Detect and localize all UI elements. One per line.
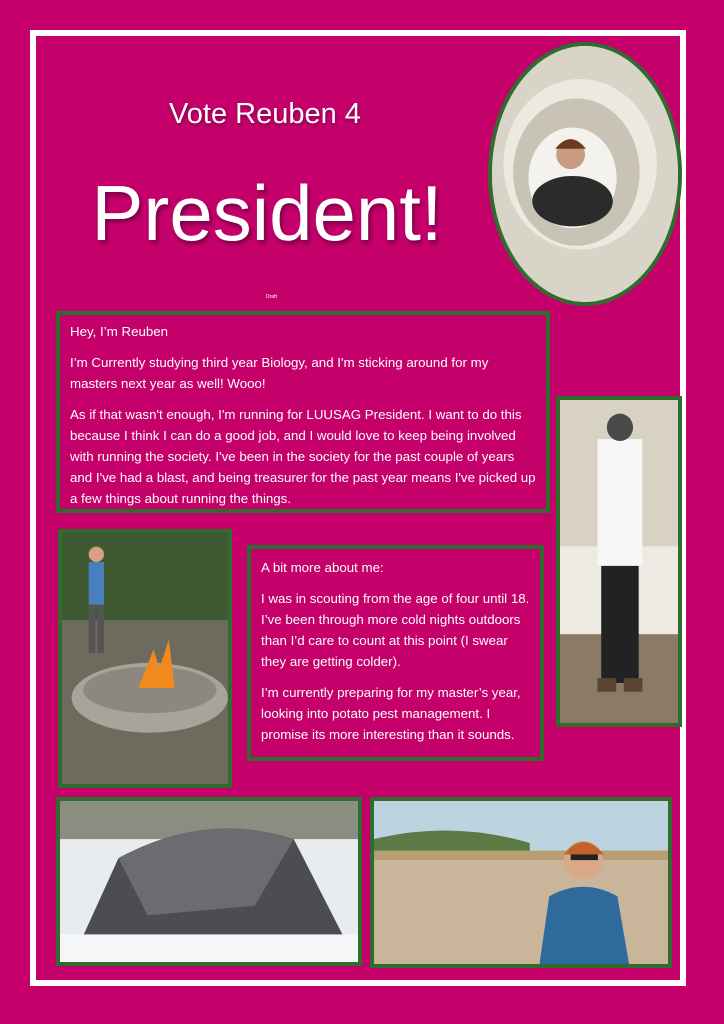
snowy-tent-photo (56, 797, 362, 966)
intro-greeting: Hey, I’m Reuben (70, 324, 169, 339)
intro-paragraph-1: I’m Currently studying third year Biology, and I'm sticking around for my masters next year as well! Wooo! (70, 355, 489, 391)
president-title: President! (91, 169, 443, 257)
vote-title: Vote Reuben 4 (169, 98, 361, 130)
intro-box (56, 311, 550, 513)
about-paragraph-2: I’m currently preparing for my master’s year, looking into potato pest management. I promise its more interesting than it sounds. (261, 685, 521, 742)
about-heading: A bit more about me: (261, 560, 384, 575)
beach-photo (370, 797, 672, 968)
campfire-photo (58, 529, 232, 788)
tiny-label: Draft (266, 294, 277, 300)
intro-paragraph-2: As if that wasn't enough, I'm running for LUUSAG President. I want to do this because I think I can do a good job, and I would love to keep being involved with running the society. I've been in the society for the past couple of years and I've had a blast, and being treasurer for the past year means I've picked up a few things about running the things. (70, 407, 536, 506)
about-paragraph-1: I was in scouting from the age of four until 18. I’ve been through more cold nights outdoors than I’d care to count at this point (I swear they are getting colder). (261, 591, 530, 669)
toilet-paper-costume-photo (556, 396, 682, 727)
portrait-oval-photo (488, 42, 682, 306)
about-box (247, 545, 544, 761)
